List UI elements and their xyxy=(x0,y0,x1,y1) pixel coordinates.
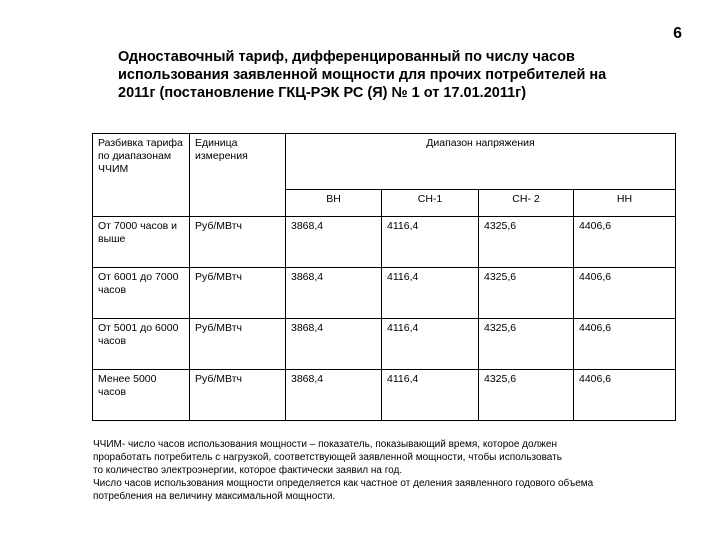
row-unit: Руб/МВтч xyxy=(190,370,286,421)
header-voltage-range: Диапазон напряжения xyxy=(286,134,676,190)
row-label: От 5001 до 6000 часов xyxy=(93,319,190,370)
page-title xyxy=(118,48,678,102)
cell-value: 4325,6 xyxy=(479,370,574,421)
footnote xyxy=(93,438,713,503)
row-label: От 6001 до 7000 часов xyxy=(93,268,190,319)
row-unit: Руб/МВтч xyxy=(190,217,286,268)
footnote-line: Число часов использования мощности определяется как частное от деления заявленного годового объема xyxy=(93,478,594,489)
footnote-line: то количество электроэнергии, которое фактически заявил на год. xyxy=(93,465,403,476)
header-unit: Единица измерения xyxy=(190,134,286,217)
title-line: 2011г (постановление ГКЦ-РЭК РС (Я) № 1 от 17.01.2011г) xyxy=(118,85,527,101)
cell-value: 3868,4 xyxy=(286,319,382,370)
cell-value: 4116,4 xyxy=(382,319,479,370)
row-unit: Руб/МВтч xyxy=(190,319,286,370)
title-line: использования заявленной мощности для прочих потребителей на xyxy=(118,67,607,83)
cell-value: 4406,6 xyxy=(574,319,676,370)
page-number: 6 xyxy=(673,25,682,42)
footnote-line: ЧЧИМ- число часов использования мощности – показатель, показывающий время, которое должен xyxy=(93,439,557,450)
header-tariff-breakdown: Разбивка тарифа по диапазонам ЧЧИМ xyxy=(93,134,190,217)
cell-value: 4406,6 xyxy=(574,370,676,421)
row-unit: Руб/МВтч xyxy=(190,268,286,319)
cell-value: 4325,6 xyxy=(479,319,574,370)
cell-value: 4325,6 xyxy=(479,217,574,268)
footnote-line: потребления на величину максимальной мощности. xyxy=(93,491,336,502)
table-row xyxy=(93,319,676,370)
row-label: От 7000 часов и выше xyxy=(93,217,190,268)
table-header-row xyxy=(93,134,676,190)
table-row xyxy=(93,217,676,268)
cell-value: 3868,4 xyxy=(286,370,382,421)
cell-value: 4325,6 xyxy=(479,268,574,319)
table-row xyxy=(93,268,676,319)
row-label: Менее 5000 часов xyxy=(93,370,190,421)
title-line: Одноставочный тариф, дифференцированный по числу часов xyxy=(118,49,575,65)
cell-value: 4406,6 xyxy=(574,268,676,319)
table-row xyxy=(93,370,676,421)
cell-value: 4116,4 xyxy=(382,217,479,268)
cell-value: 3868,4 xyxy=(286,217,382,268)
cell-value: 4116,4 xyxy=(382,370,479,421)
header-level-nn: НН xyxy=(574,190,676,217)
cell-value: 3868,4 xyxy=(286,268,382,319)
cell-value: 4116,4 xyxy=(382,268,479,319)
header-level-vn: ВН xyxy=(286,190,382,217)
tariff-table xyxy=(92,133,676,421)
footnote-line: проработать потребитель с нагрузкой, соответствующей заявленной мощности, чтобы использовать xyxy=(93,452,562,463)
header-level-sn1: СН-1 xyxy=(382,190,479,217)
cell-value: 4406,6 xyxy=(574,217,676,268)
header-level-sn2: СН- 2 xyxy=(479,190,574,217)
